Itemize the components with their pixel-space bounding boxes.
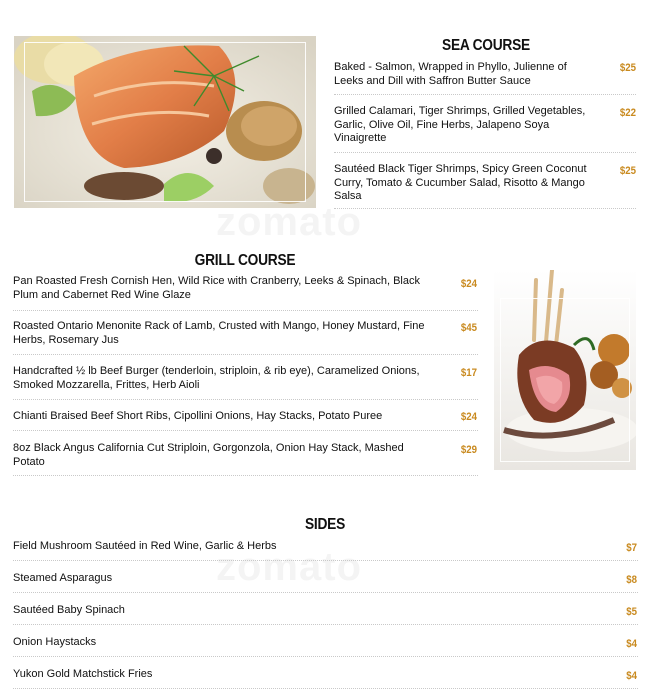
grill-item-price: $24: [460, 411, 477, 423]
side-item-name: Field Mushroom Sautéed in Red Wine, Garlic & Herbs: [13, 540, 277, 552]
divider: [13, 688, 638, 689]
grill-course-title: GRILL COURSE: [194, 252, 296, 269]
grill-item-name: Chianti Braised Beef Short Ribs, Cipollini Onions, Hay Stacks, Potato Puree: [13, 410, 383, 422]
sea-item-price: $22: [619, 107, 636, 119]
divider: [13, 592, 638, 593]
side-item-name: Sautéed Baby Spinach: [13, 604, 125, 616]
side-item-name: Onion Haystacks: [13, 636, 97, 648]
side-item-price: $7: [626, 542, 637, 554]
sea-item-name: Baked - Salmon, Wrapped in Phyllo, Julienne of Leeks and Dill with Saffron Butter Sauce: [334, 61, 567, 87]
divider: [13, 354, 478, 355]
divider: [13, 475, 478, 476]
grill-item-price: $45: [460, 322, 477, 334]
divider: [334, 208, 636, 209]
lamb-dish-photo: [494, 270, 636, 470]
side-item-price: $4: [626, 638, 637, 650]
side-item-price: $5: [626, 606, 637, 618]
grill-item-price: $24: [460, 278, 477, 290]
grill-item-name: Roasted Ontario Menonite Rack of Lamb, Crusted with Mango, Honey Mustard, Fine Herbs, Rosemary Jus: [13, 320, 425, 346]
divider: [334, 94, 636, 95]
side-item-name: Yukon Gold Matchstick Fries: [13, 668, 153, 680]
grill-item-name: 8oz Black Angus California Cut Striploin, Gorgonzola, Onion Hay Stack, Mashed Potato: [13, 442, 404, 468]
divider: [13, 560, 638, 561]
divider: [13, 310, 478, 311]
salmon-dish-photo: [14, 36, 316, 208]
divider: [334, 152, 636, 153]
grill-item-name: Handcrafted ½ lb Beef Burger (tenderloin, striploin, & rib eye), Caramelized Onions, Smoked Mozzarella, Frittes, Herb Aioli: [13, 365, 420, 391]
divider: [13, 656, 638, 657]
side-item-price: $8: [626, 574, 637, 586]
divider: [13, 399, 478, 400]
side-item-name: Steamed Asparagus: [13, 572, 113, 584]
grill-item-name: Pan Roasted Fresh Cornish Hen, Wild Rice with Cranberry, Leeks & Spinach, Black Plum and Cabernet Red Wine Glaze: [13, 275, 420, 301]
sea-item-name: Sautéed Black Tiger Shrimps, Spicy Green Coconut Curry, Tomato & Cucumber Salad, Risotto & Mango Salsa: [334, 163, 587, 202]
sea-item-price: $25: [619, 165, 636, 177]
side-item-price: $4: [626, 670, 637, 682]
sea-item-name: Grilled Calamari, Tiger Shrimps, Grilled Vegetables, Garlic, Olive Oil, Fine Herbs, Jalapeno Soya Vinaigrette: [334, 105, 586, 144]
divider: [13, 624, 638, 625]
photo-frame: [500, 298, 630, 462]
sea-item-price: $25: [619, 62, 636, 74]
divider: [13, 430, 478, 431]
grill-item-price: $29: [460, 444, 477, 456]
sides-title: SIDES: [304, 516, 346, 533]
grill-item-price: $17: [460, 367, 477, 379]
photo-frame: [24, 42, 306, 202]
sea-course-title: SEA COURSE: [442, 37, 530, 54]
